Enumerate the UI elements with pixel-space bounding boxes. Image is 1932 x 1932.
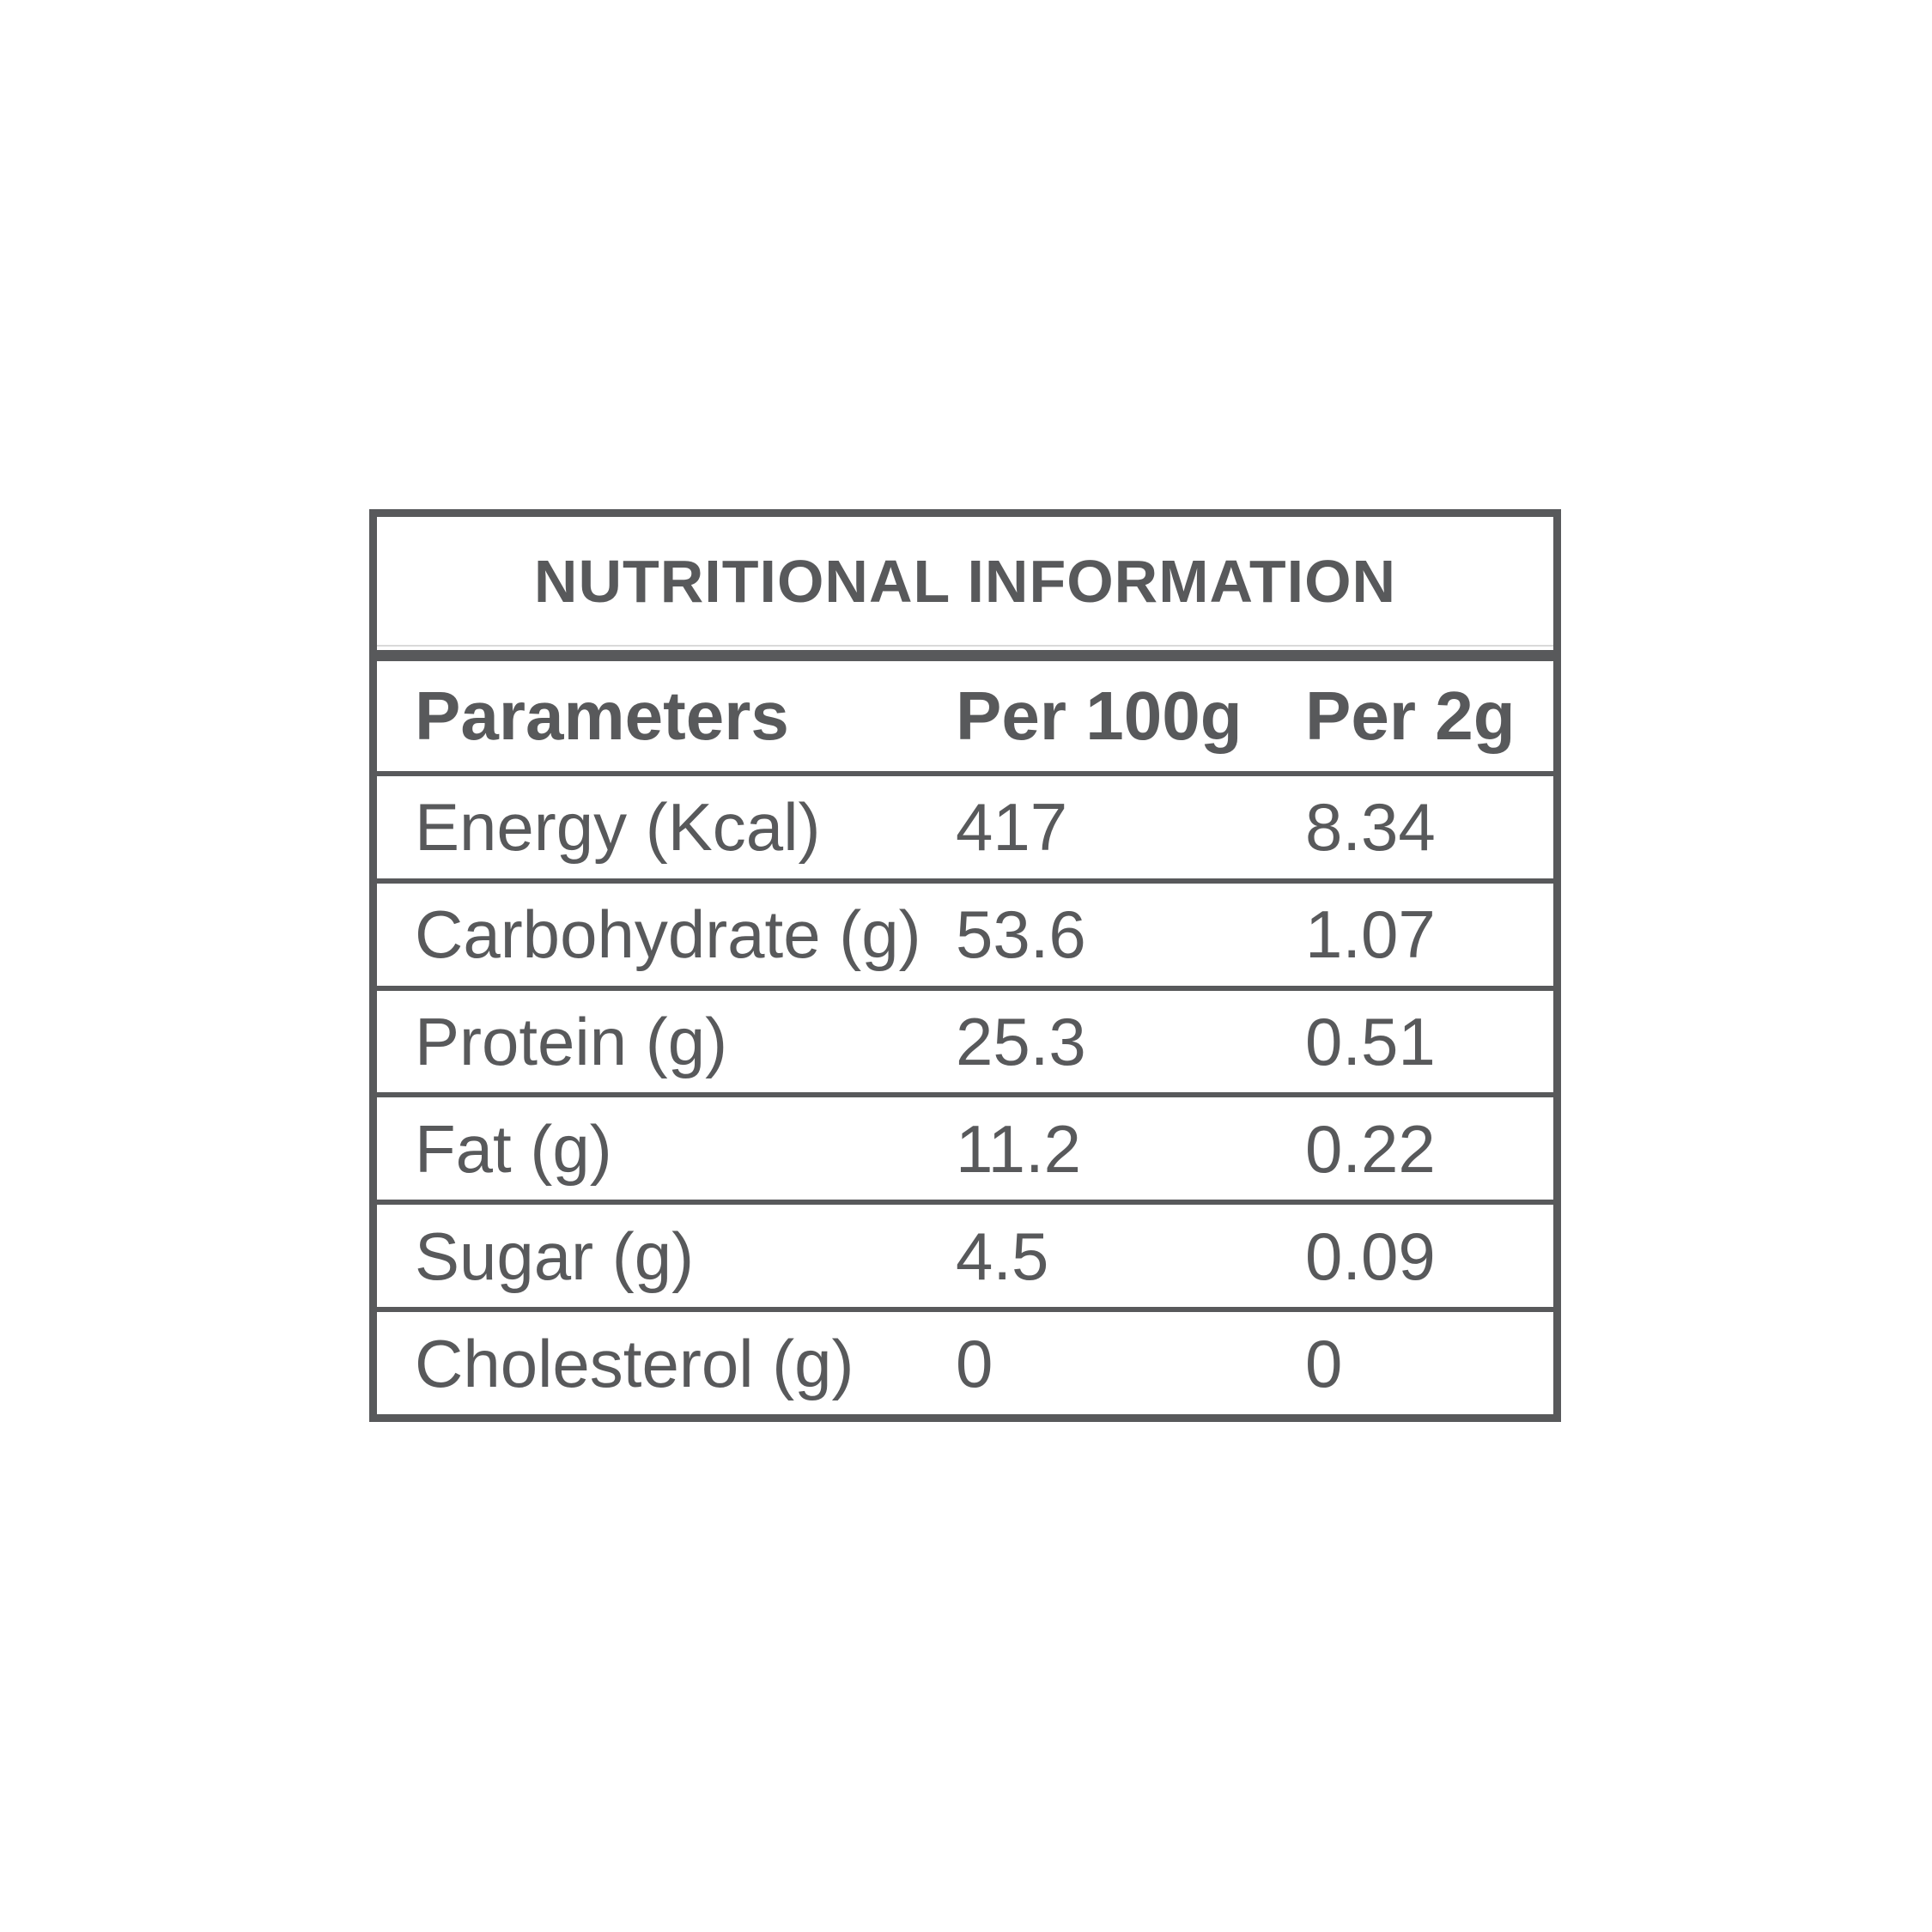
per-100g-value: 4.5 (956, 1218, 1049, 1294)
column-header-per-2g: Per 2g (1305, 677, 1516, 754)
table-row (377, 884, 1553, 991)
parameter-label: Cholesterol (g) (415, 1325, 854, 1401)
per-100g-value: 53.6 (956, 896, 1086, 973)
per-2g-value: 1.07 (1305, 896, 1436, 973)
per-2g-value: 0.51 (1305, 1004, 1436, 1080)
parameter-label: Fat (g) (415, 1110, 612, 1187)
per-100g-value: 25.3 (956, 1004, 1086, 1080)
table-row (377, 991, 1553, 1098)
panel-title-row (377, 517, 1553, 647)
table-row (377, 1205, 1553, 1312)
title-separator-band (377, 650, 1553, 661)
column-header-parameters: Parameters (415, 677, 789, 754)
per-2g-value: 0.09 (1305, 1218, 1436, 1294)
parameter-label: Energy (Kcal) (415, 789, 821, 866)
table-header-row (377, 661, 1553, 776)
table-row (377, 1312, 1553, 1414)
table-body (377, 776, 1553, 1414)
table-row (377, 776, 1553, 884)
per-2g-value: 0 (1305, 1325, 1343, 1401)
per-2g-value: 0.22 (1305, 1110, 1436, 1187)
nutrition-table (377, 661, 1553, 1414)
per-100g-value: 417 (956, 789, 1068, 866)
column-header-per-100g: Per 100g (956, 677, 1242, 754)
parameter-label: Carbohydrate (g) (415, 896, 921, 973)
per-100g-value: 0 (956, 1325, 993, 1401)
parameter-label: Protein (g) (415, 1004, 728, 1080)
panel-title: NUTRITIONAL INFORMATION (533, 547, 1397, 615)
parameter-label: Sugar (g) (415, 1218, 695, 1294)
table-row (377, 1097, 1553, 1205)
per-100g-value: 11.2 (956, 1110, 1082, 1187)
nutrition-information-panel (369, 509, 1561, 1422)
per-2g-value: 8.34 (1305, 789, 1436, 866)
